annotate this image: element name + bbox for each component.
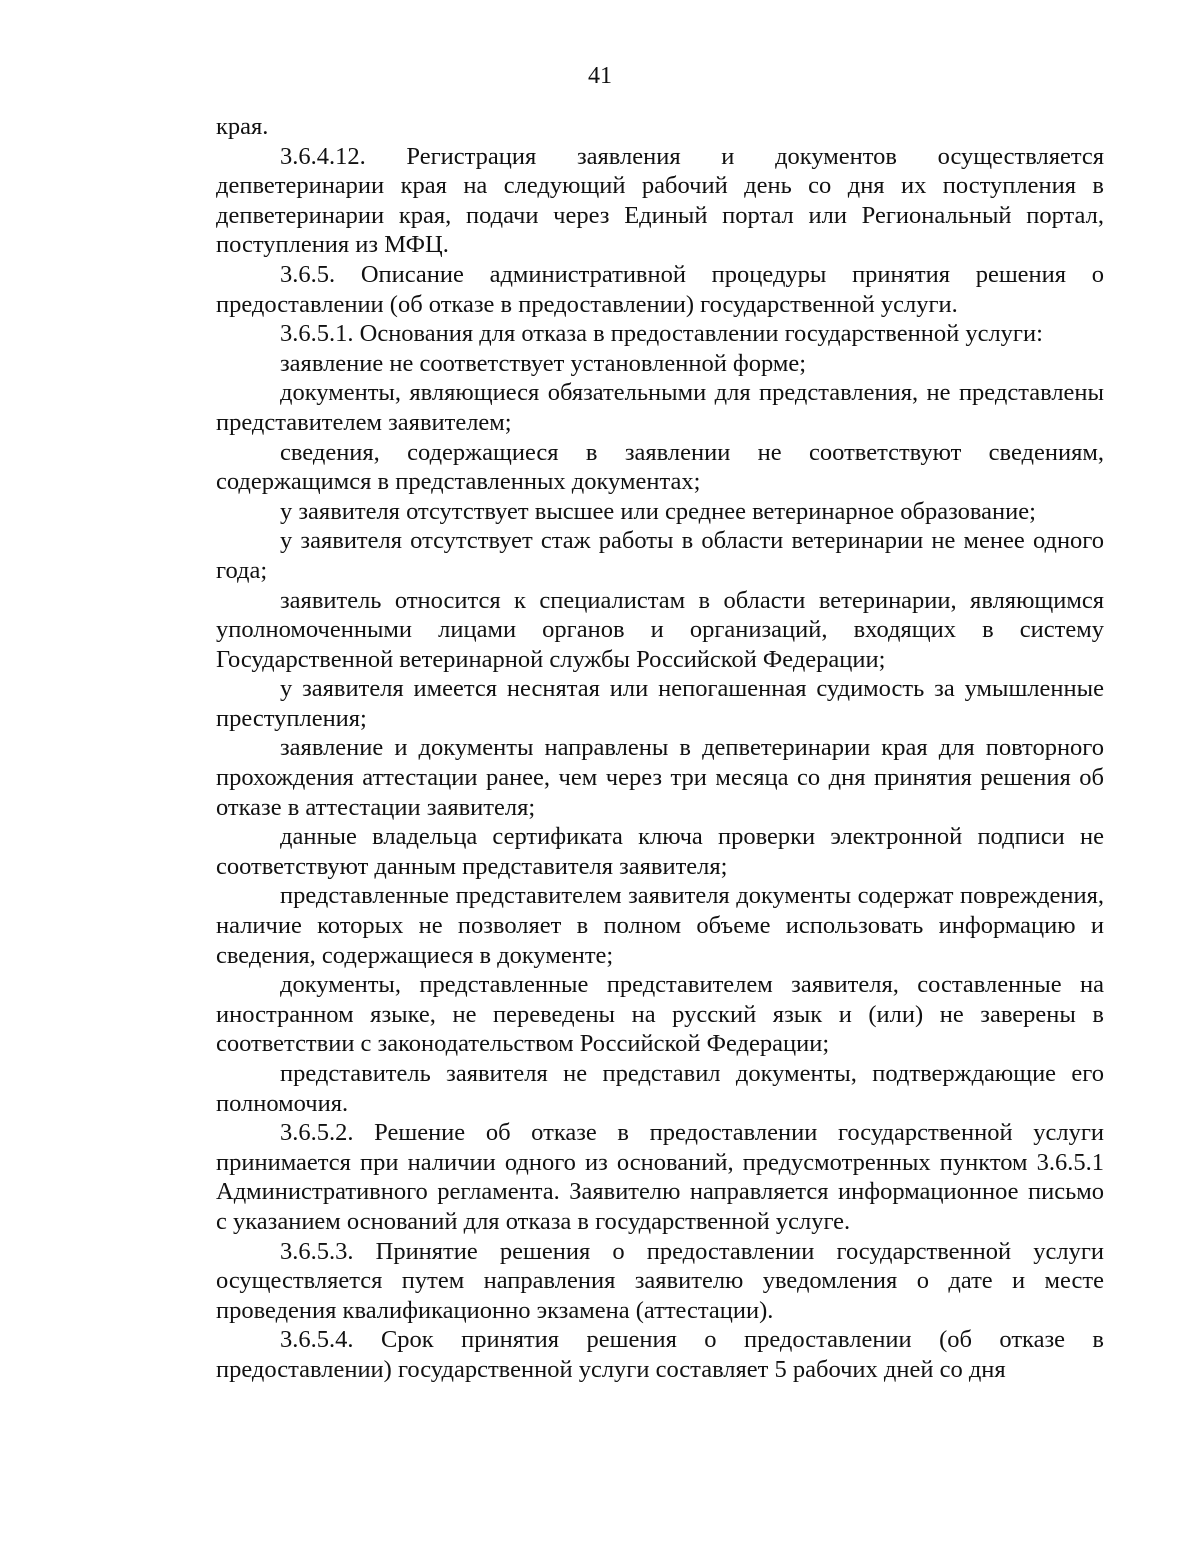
list-item: заявитель относится к специалистам в области ветеринарии, являющимся уполномоченными лицами органов и организаций, входящих в систему Государственной ветеринарной службы Российской Федерации; <box>216 586 1104 673</box>
list-item: у заявителя отсутствует стаж работы в области ветеринарии не менее одного года; <box>216 527 1104 584</box>
list-item: заявление и документы направлены в депветеринарии края для повторного прохождения аттестации ранее, чем через три месяца со дня принятия решения об отказе в аттестации заявителя; <box>216 734 1104 821</box>
paragraph: 3.6.5. Описание административной процедуры принятия решения о предоставлении (об отказе в предоставлении) государственной услуги. <box>216 260 1104 318</box>
list-item: заявление не соответствует установленной форме; <box>280 349 807 377</box>
paragraph: 3.6.5.4. Срок принятия решения о предоставлении (об отказе в предоставлении) государственной услуги составляет 5 рабочих дней со дня <box>216 1326 1104 1383</box>
list-item: у заявителя имеется неснятая или непогашенная судимость за умышленные преступления; <box>216 675 1104 732</box>
paragraph: 3.6.5.2. Решение об отказе в предоставлении государственной услуги принимается при наличии одного из оснований, предусмотренных пунктом 3.6.5.1 Административного регламента. Заявителю направляется информационное письмо с указанием оснований для отказа в государственной услуге. <box>216 1119 1104 1235</box>
list-item: представленные представителем заявителя документы содержат повреждения, наличие которых не позволяет в полном объеме использовать информацию и сведения, содержащиеся в документе; <box>216 882 1104 969</box>
list-item: у заявителя отсутствует высшее или среднее ветеринарное образование; <box>280 497 1036 525</box>
paragraph: 3.6.5.3. Принятие решения о предоставлении государственной услуги осуществляется путем направления заявителю уведомления о дате и месте проведения квалификационно экзамена (аттестации). <box>216 1237 1104 1324</box>
page-number: 41 <box>588 63 612 89</box>
paragraph: края. <box>216 113 269 140</box>
list-item: данные владельца сертификата ключа проверки электронной подписи не соответствуют данным представителя заявителя; <box>216 823 1104 880</box>
document-body <box>216 112 1104 1385</box>
list-item: документы, являющиеся обязательными для представления, не представлены представителем заявителем; <box>216 379 1104 436</box>
list-item: документы, представленные представителем заявителя, составленные на иностранном языке, не переведены на русский язык и (или) не заверены в соответствии с законодательством Российской Федерации; <box>216 971 1104 1058</box>
list-item: сведения, содержащиеся в заявлении не соответствуют сведениям, содержащимся в представленных документах; <box>216 438 1104 496</box>
paragraph: 3.6.5.1. Основания для отказа в предоставлении государственной услуги: <box>280 320 1043 348</box>
list-item: представитель заявителя не представил документы, подтверждающие его полномочия. <box>216 1060 1104 1117</box>
paragraph: 3.6.4.12. Регистрация заявления и документов осуществляется депветеринарии края на следующий рабочий день со дня их поступления в депветеринарии края, подачи через Единый портал или Региональный портал, поступления из МФЦ. <box>216 142 1104 259</box>
